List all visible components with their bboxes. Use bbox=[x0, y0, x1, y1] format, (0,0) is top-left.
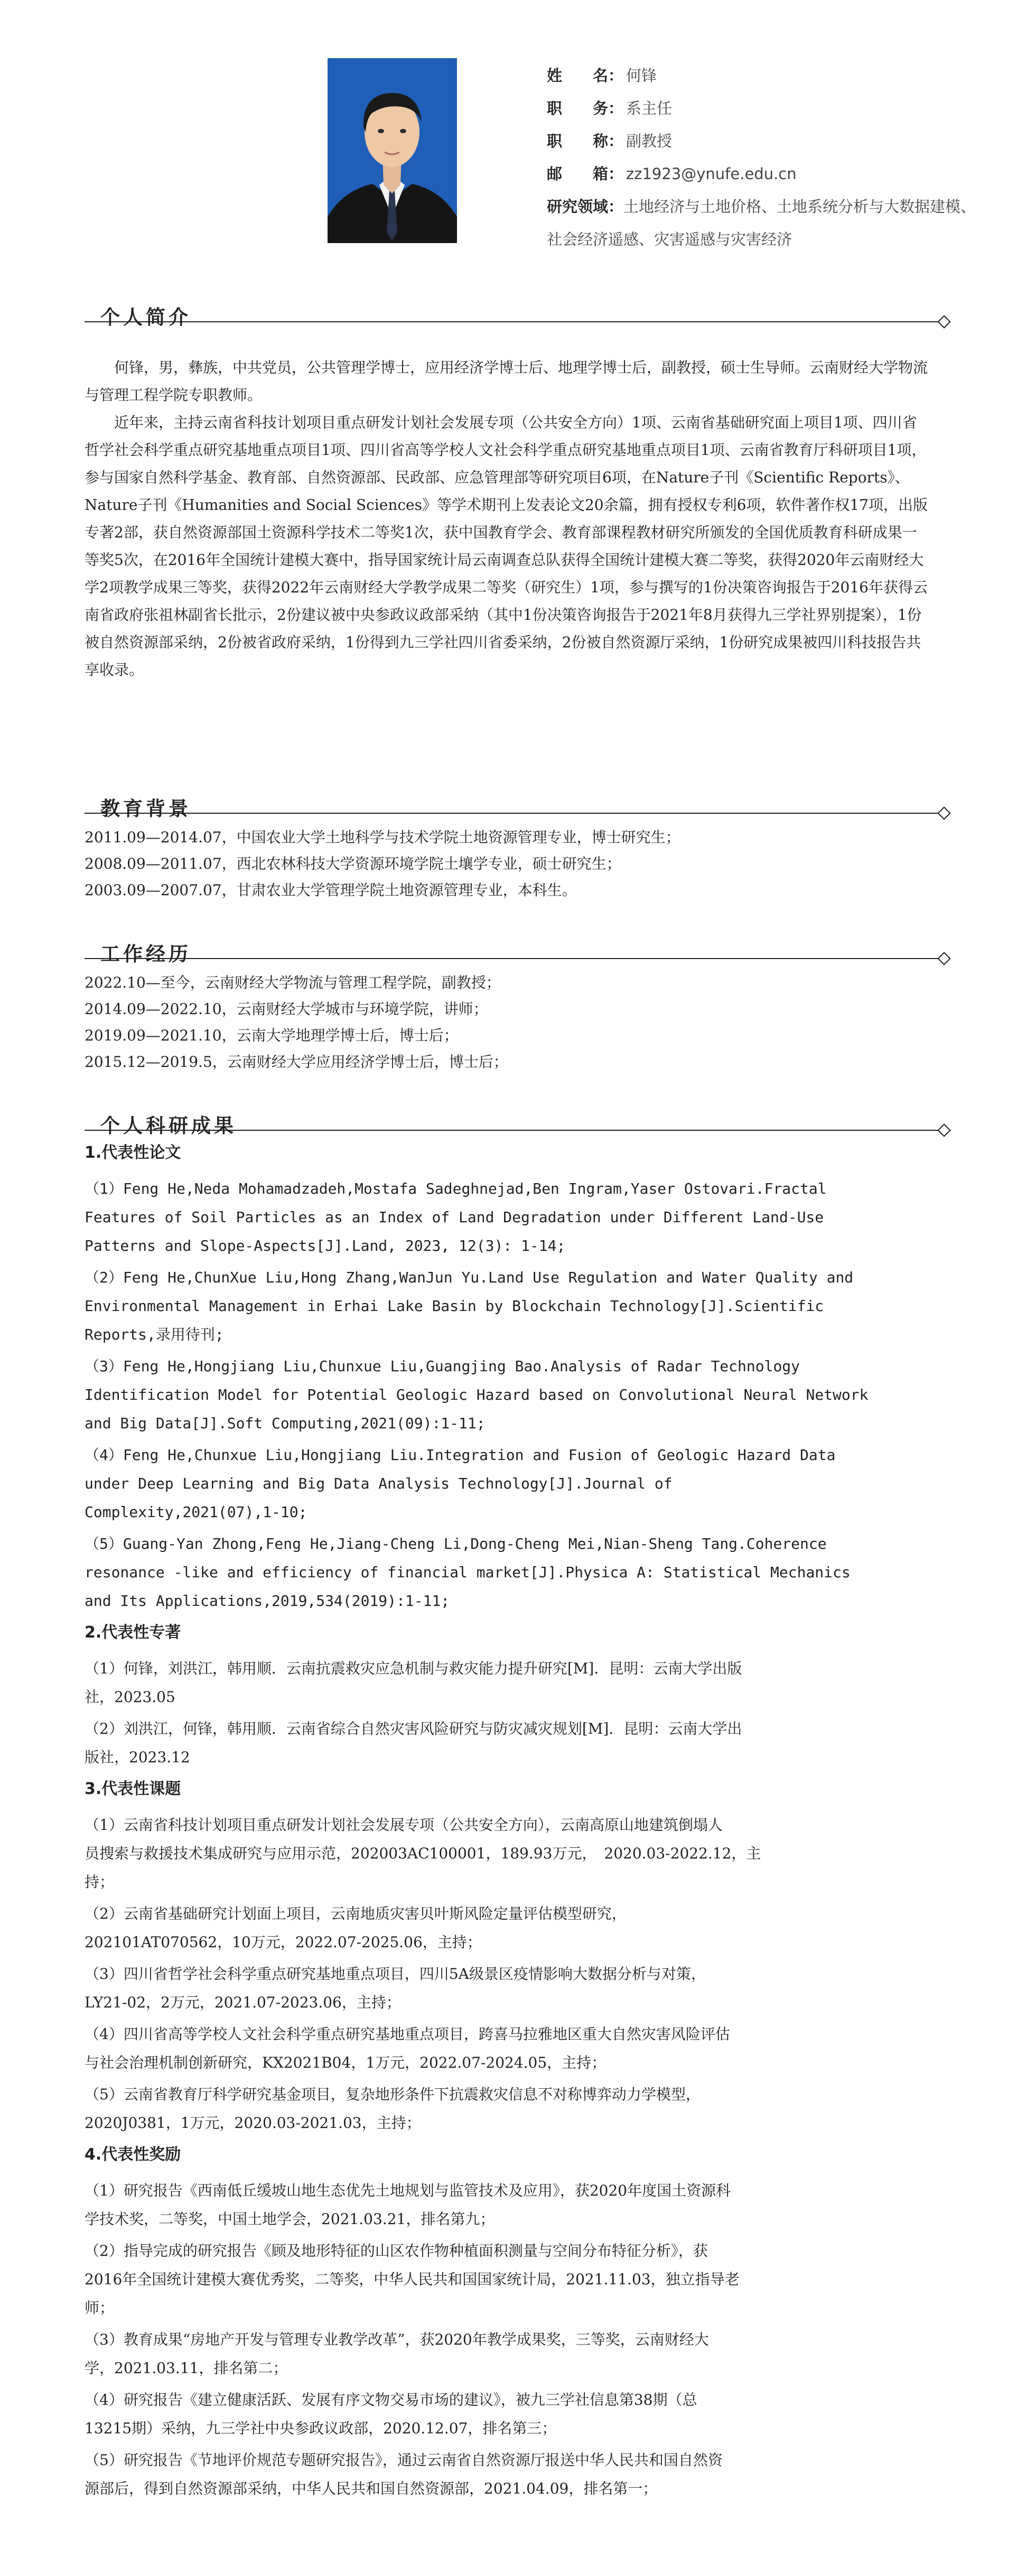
project-line: 员搜索与救援技术集成研究与应用示范，202003AC100001，189.93万元， 2020.03-2022.12，主 bbox=[85, 1845, 761, 1862]
award-line: （4）研究报告《建立健康活跃、发展有序文物交易市场的建议》，被九三学社信息第38期（总 bbox=[85, 2391, 697, 2408]
project-line: （3）四川省哲学社会科学重点研究基地重点项目，四川5A级景区疫情影响大数据分析与对策， bbox=[85, 1965, 706, 1983]
papers-heading: 1.代表性论文 bbox=[85, 1143, 181, 1162]
papers-list bbox=[85, 1175, 930, 1615]
rank-value: 副教授 bbox=[626, 132, 673, 150]
work-list bbox=[85, 970, 930, 1075]
award-line: （3）教育成果“房地产开发与管理专业教学改革”，获2020年教学成果奖，三等奖，云南财经大 bbox=[85, 2331, 709, 2348]
paper-line: Identification Model for Potential Geologic Hazard based on Convolutional Neural Network bbox=[85, 1386, 869, 1403]
list-item bbox=[85, 2080, 930, 2137]
project-line: （5）云南省教育厅科学研究基金项目，复杂地形条件下抗震救灾信息不对称博弈动力学模型， bbox=[85, 2086, 701, 2103]
list-item bbox=[85, 2386, 930, 2443]
award-line: （1）研究报告《西南低丘缓坡山地生态优先土地规划与监管技术及应用》，获2020年度国土资源科 bbox=[85, 2182, 731, 2199]
list-item bbox=[85, 1263, 930, 1349]
education-list bbox=[85, 824, 930, 904]
award-line: 源部后，得到自然资源部采纳，中华人民共和国自然资源部，2021.04.09，排名第一； bbox=[85, 2480, 658, 2497]
intro-paragraph: 何锋，男，彝族，中共党员，公共管理学博士，应用经济学博士后、地理学博士后，副教授，硕士生导师。云南财经大学物流与管理工程学院专职教师。 bbox=[85, 359, 928, 404]
diamond-icon bbox=[937, 1123, 950, 1137]
portrait-photo bbox=[328, 58, 457, 243]
paper-line: resonance -like and efficiency of financial market[J].Physica A: Statistical Mechanics bbox=[85, 1564, 851, 1581]
section-intro-heading bbox=[85, 301, 951, 333]
section-title: 工作经历 bbox=[100, 943, 191, 965]
portrait-illustration bbox=[328, 58, 457, 243]
list-item bbox=[85, 1900, 930, 1957]
paper-line: （2）Feng He,ChunXue Liu,Hong Zhang,WanJun Yu.Land Use Regulation and Water Quality and bbox=[85, 1269, 854, 1286]
profile-email-row bbox=[547, 157, 980, 190]
project-line: （2）云南省基础研究计划面上项目，云南地质灾害贝叶斯风险定量评估模型研究， bbox=[85, 1905, 627, 1922]
list-item: 2011.09—2014.07，中国农业大学土地科学与技术学院土地资源管理专业，博士研究生； bbox=[85, 829, 680, 846]
email-link[interactable]: zz1923@ynufe.edu.cn bbox=[626, 165, 797, 183]
section-title: 个人科研成果 bbox=[100, 1114, 237, 1137]
list-item bbox=[85, 2446, 930, 2503]
section-rule bbox=[85, 321, 939, 322]
list-item: 2019.09—2021.10，云南大学地理学博士后，博士后； bbox=[85, 1027, 459, 1044]
research-value: 土地经济与土地价格、土地系统分析与大数据建模、社会经济遥感、灾害遥感与灾害经济 bbox=[547, 198, 976, 248]
list-item bbox=[85, 1811, 930, 1896]
projects-heading: 3.代表性课题 bbox=[85, 1780, 181, 1798]
project-line: 2020J0381，1万元，2020.03-2021.03，主持； bbox=[85, 2114, 421, 2132]
paper-line: Environmental Management in Erhai Lake Basin by Blockchain Technology[J].Scientific bbox=[85, 1297, 824, 1315]
list-item bbox=[85, 2177, 930, 2234]
list-item: 2014.09—2022.10，云南财经大学城市与环境学院，讲师； bbox=[85, 1000, 488, 1018]
book-line: （2）刘洪江，何锋，韩用顺．云南省综合自然灾害风险研究与防灾减灾规划[M]．昆明：云南大学出 bbox=[85, 1720, 742, 1737]
paper-line: （1）Feng He,Neda Mohamadzadeh,Mostafa Sadeghnejad,Ben Ingram,Yaser Ostovari.Fractal bbox=[85, 1180, 827, 1197]
title-value: 系主任 bbox=[626, 99, 673, 117]
section-research-heading bbox=[85, 1110, 951, 1141]
list-item bbox=[85, 1175, 930, 1260]
list-item: 2008.09—2011.07，西北农林科技大学资源环境学院土壤学专业，硕士研究生； bbox=[85, 855, 621, 872]
award-line: 师； bbox=[85, 2299, 115, 2317]
project-line: LY21-02，2万元，2021.07-2023.06，主持； bbox=[85, 1994, 401, 2011]
list-item bbox=[85, 1960, 930, 2017]
diamond-icon bbox=[937, 806, 950, 820]
paper-line: Features of Soil Particles as an Index of Land Degradation under Different Land-Use bbox=[85, 1208, 824, 1226]
section-work-heading bbox=[85, 938, 951, 970]
project-line: 与社会治理机制创新研究，KX2021B04，1万元，2022.07-2024.05，主持； bbox=[85, 2054, 607, 2071]
list-item: 2022.10—至今，云南财经大学物流与管理工程学院，副教授； bbox=[85, 974, 501, 991]
list-item: 2003.09—2007.07，甘肃农业大学管理学院土地资源管理专业，本科生。 bbox=[85, 881, 577, 899]
award-line: 2016年全国统计建模大赛优秀奖，二等奖，中华人民共和国国家统计局，2021.11.03，独立指导老 bbox=[85, 2271, 740, 2288]
section-rule bbox=[85, 813, 939, 814]
list-item bbox=[85, 2237, 930, 2322]
research-body bbox=[85, 1139, 930, 2506]
list-item bbox=[85, 2326, 930, 2383]
diamond-icon bbox=[937, 952, 950, 965]
list-item bbox=[85, 1715, 930, 1772]
paper-line: （3）Feng He,Hongjiang Liu,Chunxue Liu,Guangjing Bao.Analysis of Radar Technology bbox=[85, 1357, 800, 1375]
profile-info bbox=[547, 59, 980, 256]
list-item bbox=[85, 1654, 930, 1712]
paper-line: Patterns and Slope-Aspects[J].Land, 2023, 12(3): 1-14; bbox=[85, 1237, 566, 1254]
project-line: （4）四川省高等学校人文社会科学重点研究基地重点项目，跨喜马拉雅地区重大自然灾害风险评估 bbox=[85, 2025, 730, 2043]
book-line: （1）何锋，刘洪江，韩用顺．云南抗震救灾应急机制与救灾能力提升研究[M]．昆明：云南大学出版 bbox=[85, 1660, 742, 1677]
project-line: （1）云南省科技计划项目重点研发计划社会发展专项（公共安全方向），云南高原山地建筑倒塌人 bbox=[85, 1816, 723, 1834]
list-item bbox=[85, 1441, 930, 1527]
section-title: 个人简介 bbox=[100, 306, 191, 329]
section-rule bbox=[85, 958, 939, 959]
profile-rank-row bbox=[547, 125, 980, 157]
name-value: 何锋 bbox=[626, 67, 657, 85]
email-label: 邮 箱： bbox=[547, 165, 624, 183]
awards-heading: 4.代表性奖励 bbox=[85, 2145, 181, 2164]
list-item bbox=[85, 2020, 930, 2077]
award-line: 学技术奖，二等奖，中国土地学会，2021.03.21，排名第九； bbox=[85, 2210, 495, 2228]
section-rule bbox=[85, 1130, 939, 1131]
section-title: 教育背景 bbox=[100, 797, 191, 820]
profile-research-row bbox=[547, 190, 980, 256]
books-heading: 2.代表性专著 bbox=[85, 1623, 181, 1642]
intro-paragraph: 近年来，主持云南省科技计划项目重点研发计划社会发展专项（公共安全方向）1项、云南省基础研究面上项目1项、四川省哲学社会科学重点研究基地重点项目1项、四川省高等学校人文社会科学重点研究基地重点项目1项、云南省教育厅科研项目1项，参与国家自然科学基金、教育部、自然资源部、民政部、应急管理部等研究项目6项，在Nature子刊《Scientific Reports》、Nature子刊《Humanities and Social Sciences》等学术期刊上发表论文20余篇，拥有授权专利6项，软件著作权17项，出版专著2部，获自然资源部国土资源科学技术二等奖1次，获中国教育学会、教育部课程教材研究所颁发的全国优质教育科研成果一等奖5次，在2016年全国统计建模大赛中，指导国家统计局云南调查总队获得全国统计建模大赛二等奖，获得2020年云南财经大学2项教学成果三等奖，获得2022年云南财经大学教学成果二等奖（研究生）1项，参与撰写的1份决策咨询报告于2016年获得云南省政府张祖林副省长批示，2份建议被中央参政议政部采纳（其中1份决策咨询报告于2021年8月获得九三学社界别提案），1份被自然资源部采纳，2份被省政府采纳，1份得到九三学社四川省委采纳，2份被自然资源厅采纳，1份研究成果被四川科技报告共享收录。 bbox=[85, 414, 928, 678]
paper-line: （4）Feng He,Chunxue Liu,Hongjiang Liu.Integration and Fusion of Geologic Hazard Data bbox=[85, 1446, 836, 1464]
rank-label: 职 称： bbox=[547, 132, 624, 150]
list-item: 2015.12—2019.5，云南财经大学应用经济学博士后，博士后； bbox=[85, 1053, 508, 1071]
intro-body bbox=[85, 354, 930, 684]
profile-title-row bbox=[547, 92, 980, 125]
diamond-icon bbox=[937, 315, 950, 328]
award-line: （2）指导完成的研究报告《顾及地形特征的山区农作物种植面积测量与空间分布特征分析》，获 bbox=[85, 2242, 708, 2259]
paper-line: and Its Applications,2019,534(2019):1-11; bbox=[85, 1592, 450, 1610]
section-education-heading bbox=[85, 793, 951, 824]
project-line: 持； bbox=[85, 1873, 115, 1891]
paper-line: （5）Guang-Yan Zhong,Feng He,Jiang-Cheng Li,Dong-Cheng Mei,Nian-Sheng Tang.Coherence bbox=[85, 1535, 827, 1552]
paper-line: under Deep Learning and Big Data Analysis Technology[J].Journal of bbox=[85, 1475, 673, 1492]
project-line: 202101AT070562，10万元，2022.07-2025.06，主持； bbox=[85, 1933, 482, 1951]
book-line: 版社，2023.12 bbox=[85, 1749, 190, 1766]
list-item bbox=[85, 1352, 930, 1438]
book-line: 社，2023.05 bbox=[85, 1688, 175, 1706]
paper-line: Reports,录用待刊; bbox=[85, 1326, 224, 1343]
paper-line: Complexity,2021(07),1-10; bbox=[85, 1503, 307, 1521]
profile-name-row bbox=[547, 59, 980, 92]
name-label: 姓 名： bbox=[547, 67, 624, 85]
research-label: 研究领域： bbox=[547, 198, 624, 216]
list-item bbox=[85, 1530, 930, 1615]
award-line: 13215期）采纳，九三学社中央参政议政部，2020.12.07，排名第三； bbox=[85, 2420, 557, 2437]
paper-line: and Big Data[J].Soft Computing,2021(09):1-11; bbox=[85, 1415, 486, 1432]
award-line: 学，2021.03.11，排名第二； bbox=[85, 2359, 288, 2377]
title-label: 职 务： bbox=[547, 99, 624, 117]
award-line: （5）研究报告《节地评价规范专题研究报告》，通过云南省自然资源厅报送中华人民共和国自然资 bbox=[85, 2451, 723, 2469]
